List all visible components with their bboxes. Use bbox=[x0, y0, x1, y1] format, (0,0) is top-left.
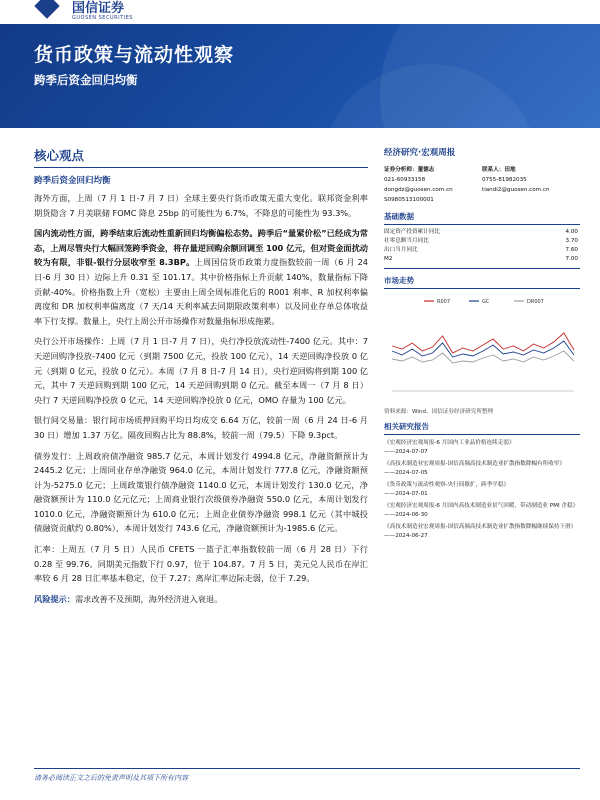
basic-row: 固定资产投资累计同比 4.00 bbox=[384, 229, 578, 235]
paragraph-omo: 央行公开市场操作：上周（7 月 1 日-7 月 7 日），央行净投放流动性-7400 亿元。其中：7 天逆回购净投放-7400 亿元（到期 7500 亿元，投放 100 亿元），14 天逆回购净投放 0 亿元（到期 0 亿元，投放 0 亿元）。本周（7 月 8 日-7 月 14 日），央行逆回购将到期 100 亿元，其中 7 天逆回购到期 100 亿元，14 天逆回购到期 0 亿元。截至本周一（7 月 8 日）央行 7 天逆回购净投放 0 亿元，14 天逆回购净投放 0 亿元，OMO 存量为 100 亿元。 bbox=[34, 336, 368, 405]
analyst1-phone: 021-60933158 bbox=[384, 177, 426, 183]
legend-label: R007 bbox=[437, 299, 451, 305]
market-trend-chart bbox=[384, 293, 580, 403]
page-title: 货币政策与流动性观察 bbox=[34, 44, 235, 66]
market-trend-heading: 市场走势 bbox=[384, 275, 580, 289]
paragraph-fx: 汇率：上周五（7 月 5 日）人民币 CFETS 一篮子汇率指数较前一周（6 月 28 日）下行 0.28 至 99.76。同期美元指数下行 0.97，位于 104.87。7 月 5 日，美元兑人民币在岸汇率较 6 月 28 日汇率基本稳定，位于 7.27；离岸汇率边际走弱，位于 7.29。 bbox=[34, 544, 368, 584]
related-reports-heading: 相关研究报告 bbox=[384, 421, 580, 435]
brand-logo bbox=[34, 0, 133, 22]
analyst2-name: 田地 bbox=[504, 167, 516, 173]
related-report-item[interactable]: 《货币政策与流动性观察-央行间歇扩，跨季平稳》 ——2024-07-01 bbox=[384, 482, 510, 497]
paragraph-bonds: 债券发行：上周政府债净融资 985.7 亿元，本周计划发行 4994.8 亿元，净融资额预计为 2445.2 亿元；上周同业存单净融资 964.0 亿元，本周计划发行 777.8 亿元，净融资额预计为-5275.0 亿元；上周政策银行债净融资 1140.0 亿元，本周计划发行 130.0 亿元，净融资额预计为 110.0 亿元亿元；上周商业银行次级债券净融资 550.0 亿元，本周计划发行 1010.0 亿元，净融资额预计为 610.0 亿元；上周企业债券净融资 998.1 亿元（其中城投债融资贡献约 0.80%），本周计划发行 743.6 亿元，净融资额预计为-1985.6 亿元。 bbox=[34, 450, 368, 534]
basic-row: M2 7.00 bbox=[384, 256, 578, 262]
related-reports-list bbox=[384, 439, 580, 541]
brand-mark-icon bbox=[34, 3, 64, 19]
legend-label: GC bbox=[482, 299, 490, 305]
analyst2-phone: 0755-81982035 bbox=[482, 177, 527, 183]
chart-series-line bbox=[392, 351, 574, 363]
analyst-block bbox=[384, 165, 580, 205]
core-views bbox=[34, 146, 368, 606]
report-type: 经济研究·宏观周报 bbox=[384, 148, 456, 158]
analyst1-cert: S0980513100001 bbox=[384, 197, 434, 203]
analyst1-email[interactable]: dongdz@guosen.com.cn bbox=[384, 187, 453, 193]
domestic-text: 上周国信货币政策力度指数较前一周（6 月 24 日-6 月 30 日）边际上升 0.31 至 101.17。其中价格指标上升贡献 140%，数量指标下降贡献-40%。价格指数上升（宽松）主要由上周全周标准化后的 R001 利率、R 加权利率偏离度和 DR 加权利率偏离度（7 天/14 天利率减去同期限政策利率）以及同业存单总体收益率下行支撑。数量上，央行上周公开市场操作对数量指标形成拖累。 bbox=[34, 257, 368, 326]
paragraph-domestic bbox=[34, 226, 368, 328]
core-subheading: 跨季后资金回归均衡 bbox=[34, 176, 111, 186]
analyst1-label: 证券分析师： bbox=[384, 167, 418, 173]
domestic-bold-text: 国内流动性方面，跨季结束后流动性重新回归均衡偏松态势。跨季后“量紧价松”已经成为常态，上周尽管央行大幅回笼跨季资金，将存量逆回购余额回调至 100 亿元，但对资金面扰动较为有限，非银-银行分层收窄至 8.3BP。 bbox=[34, 228, 368, 268]
paragraph-overseas: 海外方面，上周（7 月 1 日-7 月 7 日）全球主要央行货币政策无重大变化。联邦资金利率期货隐含 7 月美联储 FOMC 降息 25bp 的可能性为 6.7%，不降息的可能性为 93.3%。 bbox=[34, 193, 368, 218]
analyst1-name: 董德志 bbox=[417, 167, 435, 173]
legend-label: DR007 bbox=[527, 299, 544, 305]
brand-name-cn: 国信证券 bbox=[72, 0, 125, 16]
basic-row: 出口当月同比 7.60 bbox=[384, 247, 578, 253]
brand-name-en: GUOSEN SECURITIES bbox=[72, 14, 133, 21]
basic-data-table bbox=[384, 225, 580, 269]
chart-series-line bbox=[392, 333, 574, 353]
footer-disclaimer: 请务必阅读正文之后的免责声明及其项下所有内容 bbox=[34, 768, 580, 783]
risk-text: 需求改善不及预期，海外经济进入衰退。 bbox=[74, 593, 223, 604]
sidebar bbox=[384, 146, 580, 544]
related-report-item[interactable]: 《高技术制造业宏观周报-国信高频高技术制造业扩散指数降幅继续保持下滑》 ——2024-06-27 bbox=[384, 524, 577, 539]
chart-source: 资料来源：Wind、国信证券经济研究所整理 bbox=[384, 409, 494, 415]
paragraph-volume: 银行间交易量：银行间市场质押回购平均日均成交 6.64 万亿，较前一周（6 月 24 日-6 月 30 日）增加 1.37 万亿。隔夜回购占比为 88.8%，较前一周（79.5）下降 9.3pct。 bbox=[34, 415, 368, 440]
basic-row: 社零总额当月同比 3.70 bbox=[384, 238, 578, 244]
related-report-item[interactable]: 《高技术制造业宏观周报-国信高频高技术制造业扩散指数降幅有所收窄》 ——2024-07-05 bbox=[384, 461, 566, 476]
page-subtitle: 跨季后资金回归均衡 bbox=[34, 73, 138, 87]
related-report-item[interactable]: 《宏观经济宏观周报-6 月国内工业品价格连续走弱》 ——2024-07-07 bbox=[384, 440, 515, 455]
related-report-item[interactable]: 《宏观经济宏观周报-6 月国内高技术制造业景气回暖，带动制造业 PMI 企稳》 ——2024-06-30 bbox=[384, 503, 579, 518]
analyst2-email[interactable]: tiandi2@guosen.com.cn bbox=[482, 187, 550, 193]
core-heading: 核心观点 bbox=[34, 146, 368, 168]
risk-label: 风险提示： bbox=[34, 593, 75, 604]
risk-warning bbox=[34, 592, 368, 606]
analyst2-label: 联系人： bbox=[482, 167, 505, 173]
basic-data-heading: 基础数据 bbox=[384, 211, 580, 225]
